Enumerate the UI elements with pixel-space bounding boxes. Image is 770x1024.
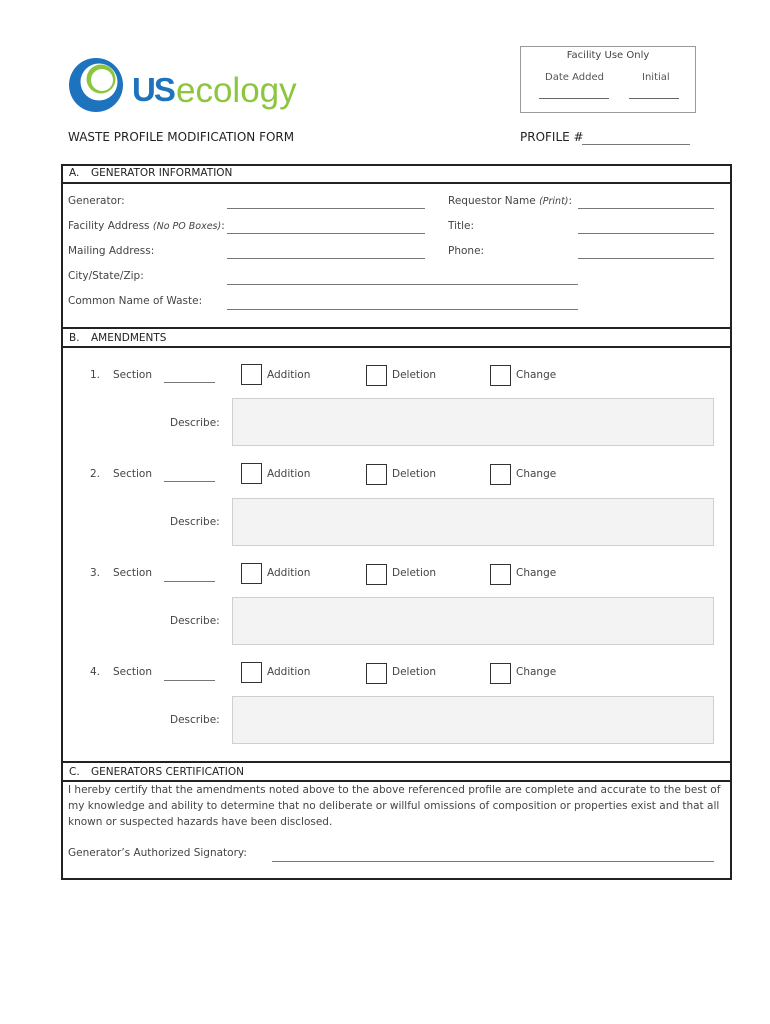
section-number-field[interactable] [164,680,215,681]
amendment-number: 1. [90,369,101,381]
change-label: Change [516,666,557,678]
amendment-number: 2. [90,468,101,480]
initial-label: Initial [642,72,670,83]
section-number-field[interactable] [164,481,215,482]
city-state-zip-label: City/State/Zip: [68,270,144,282]
section-label: Section [113,369,153,381]
form-title: WASTE PROFILE MODIFICATION FORM [68,130,295,144]
section-c-letter: C. [69,766,80,778]
change-label: Change [516,369,557,381]
deletion-checkbox[interactable] [366,663,387,684]
section-a-title: GENERATOR INFORMATION [91,167,233,179]
section-a-letter: A. [69,167,80,179]
section-b-header [61,327,732,348]
mailing-address-label: Mailing Address: [68,245,155,257]
section-number-field[interactable] [164,382,215,383]
deletion-label: Deletion [392,666,437,678]
describe-field[interactable] [232,597,714,645]
signatory-field[interactable] [272,861,714,862]
section-label: Section [113,468,153,480]
change-checkbox[interactable] [490,365,511,386]
date-added-field[interactable] [539,98,609,99]
signatory-label: Generator’s Authorized Signatory: [68,847,247,859]
facility-address-field[interactable] [227,233,425,234]
facility-address-label: Facility Address (No PO Boxes): [68,220,225,232]
addition-checkbox[interactable] [241,463,262,484]
describe-field[interactable] [232,498,714,546]
phone-label: Phone: [448,245,485,257]
change-label: Change [516,567,557,579]
date-added-label: Date Added [545,72,604,83]
change-checkbox[interactable] [490,564,511,585]
deletion-checkbox[interactable] [366,564,387,585]
common-name-label: Common Name of Waste: [68,295,203,307]
section-number-field[interactable] [164,581,215,582]
section-b-letter: B. [69,332,80,344]
deletion-label: Deletion [392,567,437,579]
change-checkbox[interactable] [490,663,511,684]
mailing-address-field[interactable] [227,258,425,259]
section-c-header [61,761,732,782]
title-label: Title: [448,220,475,232]
facility-use-title: Facility Use Only [566,50,650,61]
describe-label: Describe: [170,714,220,726]
describe-label: Describe: [170,615,220,627]
describe-field[interactable] [232,696,714,744]
generator-label: Generator: [68,195,125,207]
section-b-title: AMENDMENTS [91,332,167,344]
section-label: Section [113,567,153,579]
facility-use-box [520,46,696,113]
describe-label: Describe: [170,516,220,528]
change-checkbox[interactable] [490,464,511,485]
us-ecology-logo [66,55,316,117]
title-field[interactable] [578,233,714,234]
deletion-checkbox[interactable] [366,464,387,485]
describe-field[interactable] [232,398,714,446]
section-label: Section [113,666,153,678]
deletion-checkbox[interactable] [366,365,387,386]
change-label: Change [516,468,557,480]
generator-field[interactable] [227,208,425,209]
addition-label: Addition [267,468,311,480]
deletion-label: Deletion [392,468,437,480]
logo-eco-text: ecology [176,71,297,110]
addition-label: Addition [267,666,311,678]
requestor-name-label: Requestor Name (Print): [448,195,573,207]
addition-checkbox[interactable] [241,563,262,584]
addition-label: Addition [267,369,311,381]
profile-number-field[interactable] [582,144,690,145]
describe-label: Describe: [170,417,220,429]
profile-number-label: PROFILE # [520,130,584,144]
certification-statement: I hereby certify that the amendments noted above to the above referenced profile are complete and accurate to the best of my knowledge and ability to determine that no deliberate or willful omissions of composition or properties exist and that all known or suspected hazards have been disclosed. [68,784,721,828]
city-state-zip-field[interactable] [227,284,578,285]
addition-checkbox[interactable] [241,364,262,385]
section-c-title: GENERATORS CERTIFICATION [91,766,244,778]
amendment-number: 4. [90,666,101,678]
requestor-name-field[interactable] [578,208,714,209]
phone-field[interactable] [578,258,714,259]
logo-us-text: US [132,71,174,108]
initial-field[interactable] [629,98,679,99]
addition-label: Addition [267,567,311,579]
section-a-header [61,164,732,184]
deletion-label: Deletion [392,369,437,381]
common-name-field[interactable] [227,309,578,310]
amendment-number: 3. [90,567,101,579]
logo-ring-icon [69,58,123,112]
addition-checkbox[interactable] [241,662,262,683]
